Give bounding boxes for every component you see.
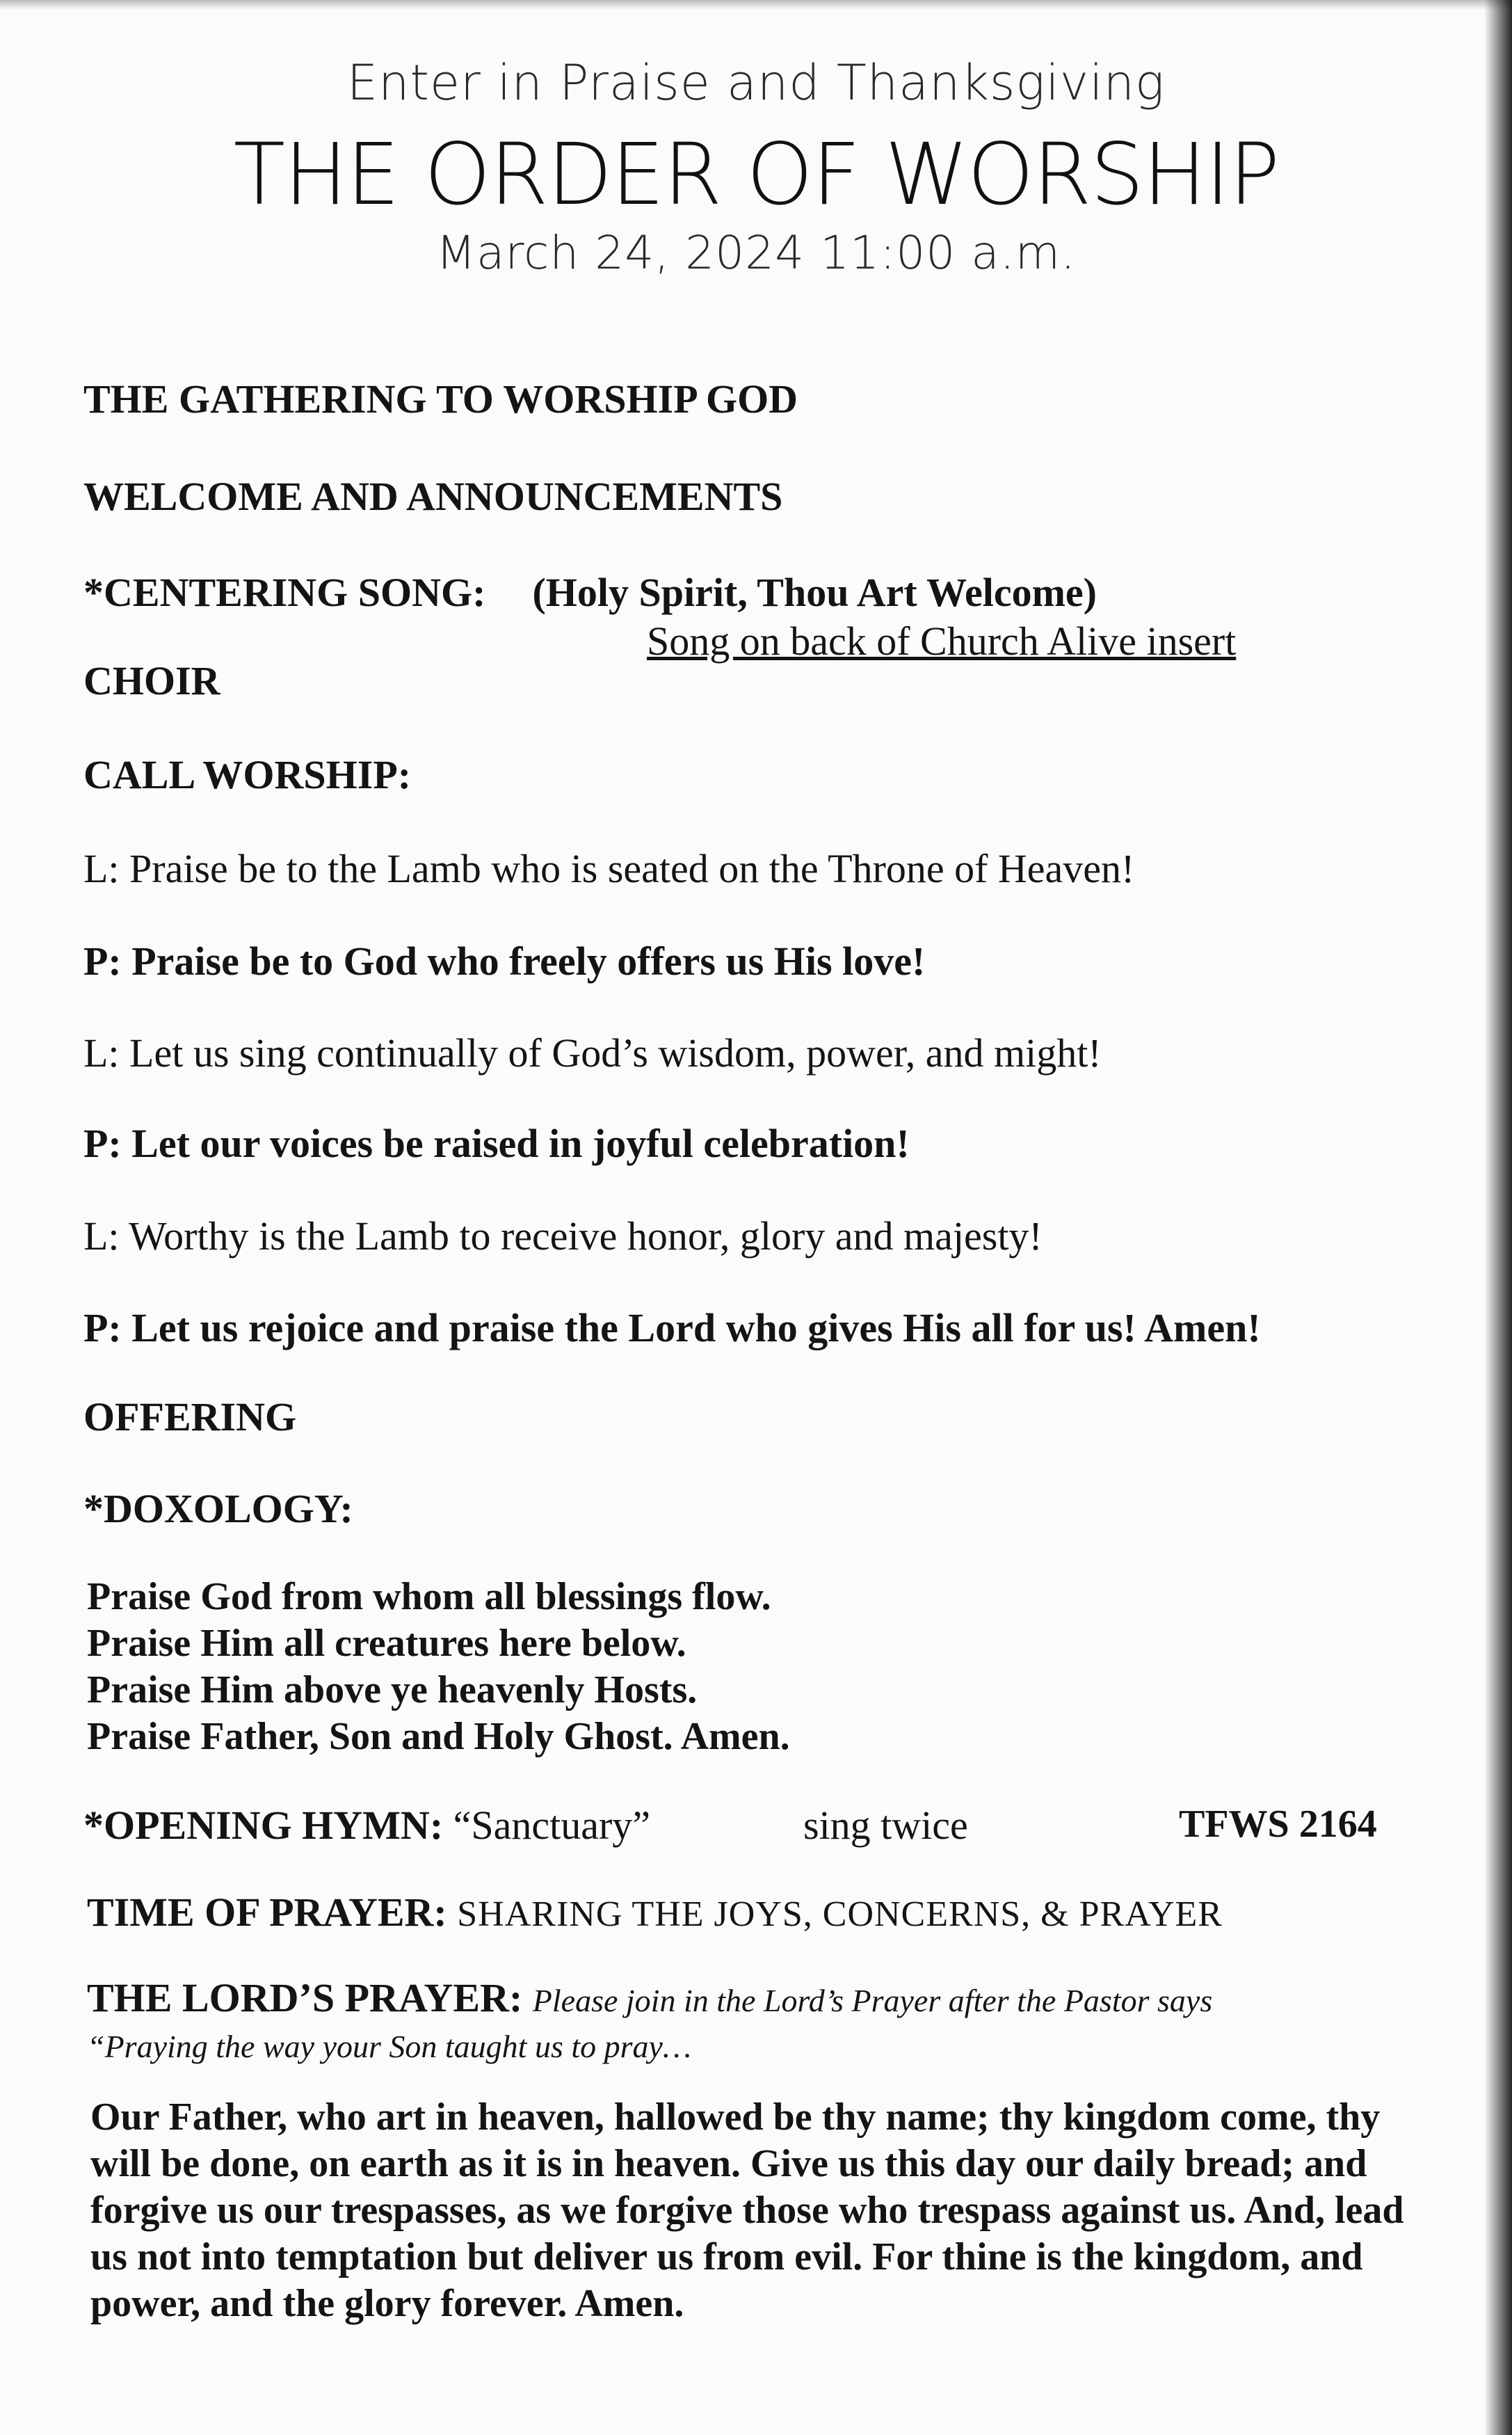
opening-hymn-label: *OPENING HYMN: xyxy=(83,1803,444,1848)
lords-prayer-instruction-cont: “Praying the way your Son taught us to pray… xyxy=(87,2029,691,2064)
doxology-text: Praise God from whom all blessings flow. Praise Him all creatures here below. Praise Him above ye heavenly Hosts. Praise Father, Son and Holy Ghost. Amen. xyxy=(87,1575,790,1758)
lords-prayer-label: THE LORD’S PRAYER: xyxy=(87,1975,523,2020)
section-doxology: *DOXOLOGY: xyxy=(83,1486,353,1531)
centering-song-note: Song on back of Church Alive insert xyxy=(647,618,1237,664)
centering-song-label: *CENTERING SONG: xyxy=(83,570,486,615)
call-line-people: P: Praise be to God who freely offers us His love! xyxy=(83,939,926,984)
section-choir: CHOIR xyxy=(83,658,220,703)
prayer-time-line xyxy=(87,1889,1223,1935)
section-welcome: WELCOME AND ANNOUNCEMENTS xyxy=(83,474,783,519)
call-line-leader: L: Let us sing continually of God’s wisdom, power, and might! xyxy=(83,1030,1102,1076)
call-line-people: P: Let our voices be raised in joyful celebration! xyxy=(83,1121,910,1166)
opening-hymn-number: TFWS 2164 xyxy=(1179,1803,1377,1846)
section-offering: OFFERING xyxy=(83,1394,297,1439)
centering-song-title: (Holy Spirit, Thou Art Welcome) xyxy=(532,570,1097,615)
service-date: March 24, 2024 11:00 a.m. xyxy=(436,226,1076,280)
section-gathering: THE GATHERING TO WORSHIP GOD xyxy=(83,376,798,422)
opening-hymn-title: “Sanctuary” xyxy=(453,1803,651,1848)
tagline: Enter in Praise and Thanksgiving xyxy=(346,54,1166,111)
page-shadow-top xyxy=(0,0,1512,10)
lords-prayer-line xyxy=(87,1974,1212,2021)
opening-hymn-line xyxy=(83,1802,650,1849)
prayer-time-label: TIME OF PRAYER: xyxy=(87,1890,447,1935)
centering-song-line xyxy=(83,569,1097,616)
call-line-people: P: Let us rejoice and praise the Lord who gives His all for us! Amen! xyxy=(83,1305,1261,1350)
page-title: THE ORDER OF WORSHIP xyxy=(233,125,1279,224)
lords-prayer-text: Our Father, who art in heaven, hallowed be thy name; thy kingdom come, thy will be done, on earth as it is in heaven. Give us this day our daily bread; and forgive us our trespasses, as we forgive those who trespass against us. And, lead us not into temptation but deliver us from evil. For thine is the kingdom, and power, and the glory forever. Amen. xyxy=(90,2095,1404,2325)
opening-hymn-instruction: sing twice xyxy=(803,1803,968,1848)
lords-prayer-instruction: Please join in the Lord’s Prayer after the Pastor says xyxy=(532,1983,1213,2018)
call-line-leader: L: Worthy is the Lamb to receive honor, glory and majesty! xyxy=(83,1213,1043,1259)
section-call-worship: CALL WORSHIP: xyxy=(83,752,412,797)
prayer-time-text: SHARING THE JOYS, CONCERNS, & PRAYER xyxy=(457,1894,1223,1934)
call-line-leader: L: Praise be to the Lamb who is seated on the Throne of Heaven! xyxy=(83,846,1135,891)
page-shadow-right xyxy=(1484,0,1512,2435)
